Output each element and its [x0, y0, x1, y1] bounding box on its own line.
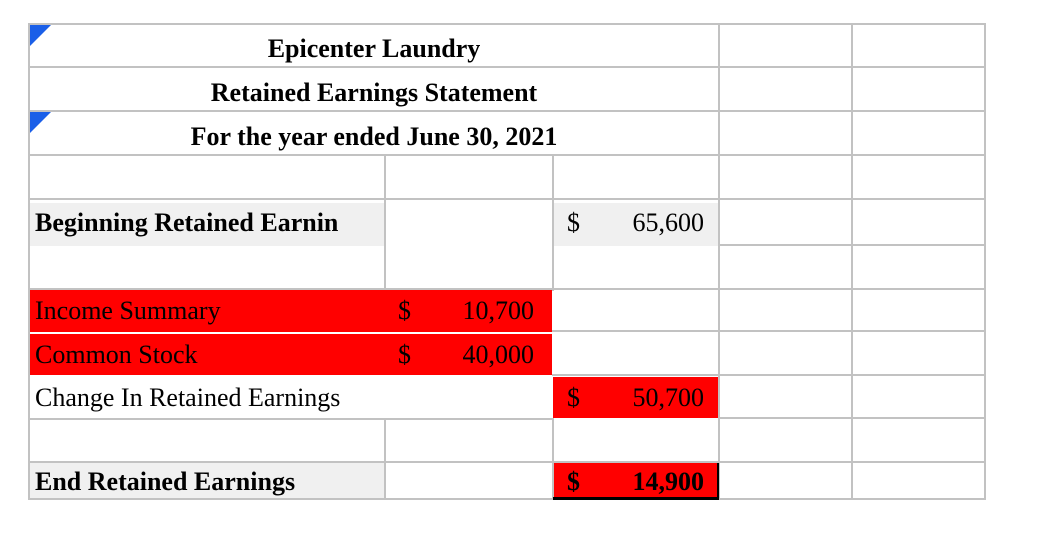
grid-line — [718, 23, 720, 500]
grid-line — [718, 417, 986, 419]
statement-period: For the year ended June 30, 2021 — [190, 122, 558, 151]
spreadsheet-grid — [28, 23, 986, 500]
grid-line — [28, 66, 986, 68]
beginning-amount: 65,600 — [632, 208, 704, 237]
ending-label: End Retained Earnings — [35, 467, 296, 496]
grid-line — [552, 330, 986, 332]
change-currency: $ — [567, 383, 580, 412]
selection-border — [717, 463, 719, 500]
ending-currency: $ — [567, 467, 580, 496]
grid-line — [28, 154, 986, 156]
grid-line — [28, 198, 986, 200]
common-stock-amount: 40,000 — [462, 340, 534, 369]
common-stock-label: Common Stock — [35, 340, 198, 369]
grid-line — [384, 418, 386, 500]
statement-title: Retained Earnings Statement — [210, 78, 538, 107]
grid-line — [28, 461, 986, 463]
change-amount: 50,700 — [632, 383, 704, 412]
beginning-label: Beginning Retained Earnin — [35, 208, 339, 237]
grid-line — [28, 418, 552, 420]
change-label: Change In Retained Earnings — [35, 383, 341, 412]
grid-line — [28, 498, 986, 500]
grid-line — [28, 110, 986, 112]
grid-line — [28, 288, 986, 290]
grid-line — [28, 23, 986, 25]
grid-line — [384, 156, 386, 246]
grid-line — [984, 23, 986, 500]
selection-border — [553, 497, 719, 500]
income-summary-amount: 10,700 — [462, 296, 534, 325]
grid-line — [851, 23, 853, 500]
grid-line — [384, 246, 386, 290]
grid-line — [552, 374, 986, 376]
income-summary-label: Income Summary — [35, 296, 221, 325]
ending-amount: 14,900 — [632, 467, 704, 496]
common-stock-currency: $ — [398, 340, 411, 369]
company-name: Epicenter Laundry — [267, 34, 481, 63]
income-summary-currency: $ — [398, 296, 411, 325]
grid-line — [718, 244, 986, 246]
beginning-currency: $ — [567, 208, 580, 237]
grid-line — [552, 418, 554, 500]
grid-line — [552, 156, 554, 291]
